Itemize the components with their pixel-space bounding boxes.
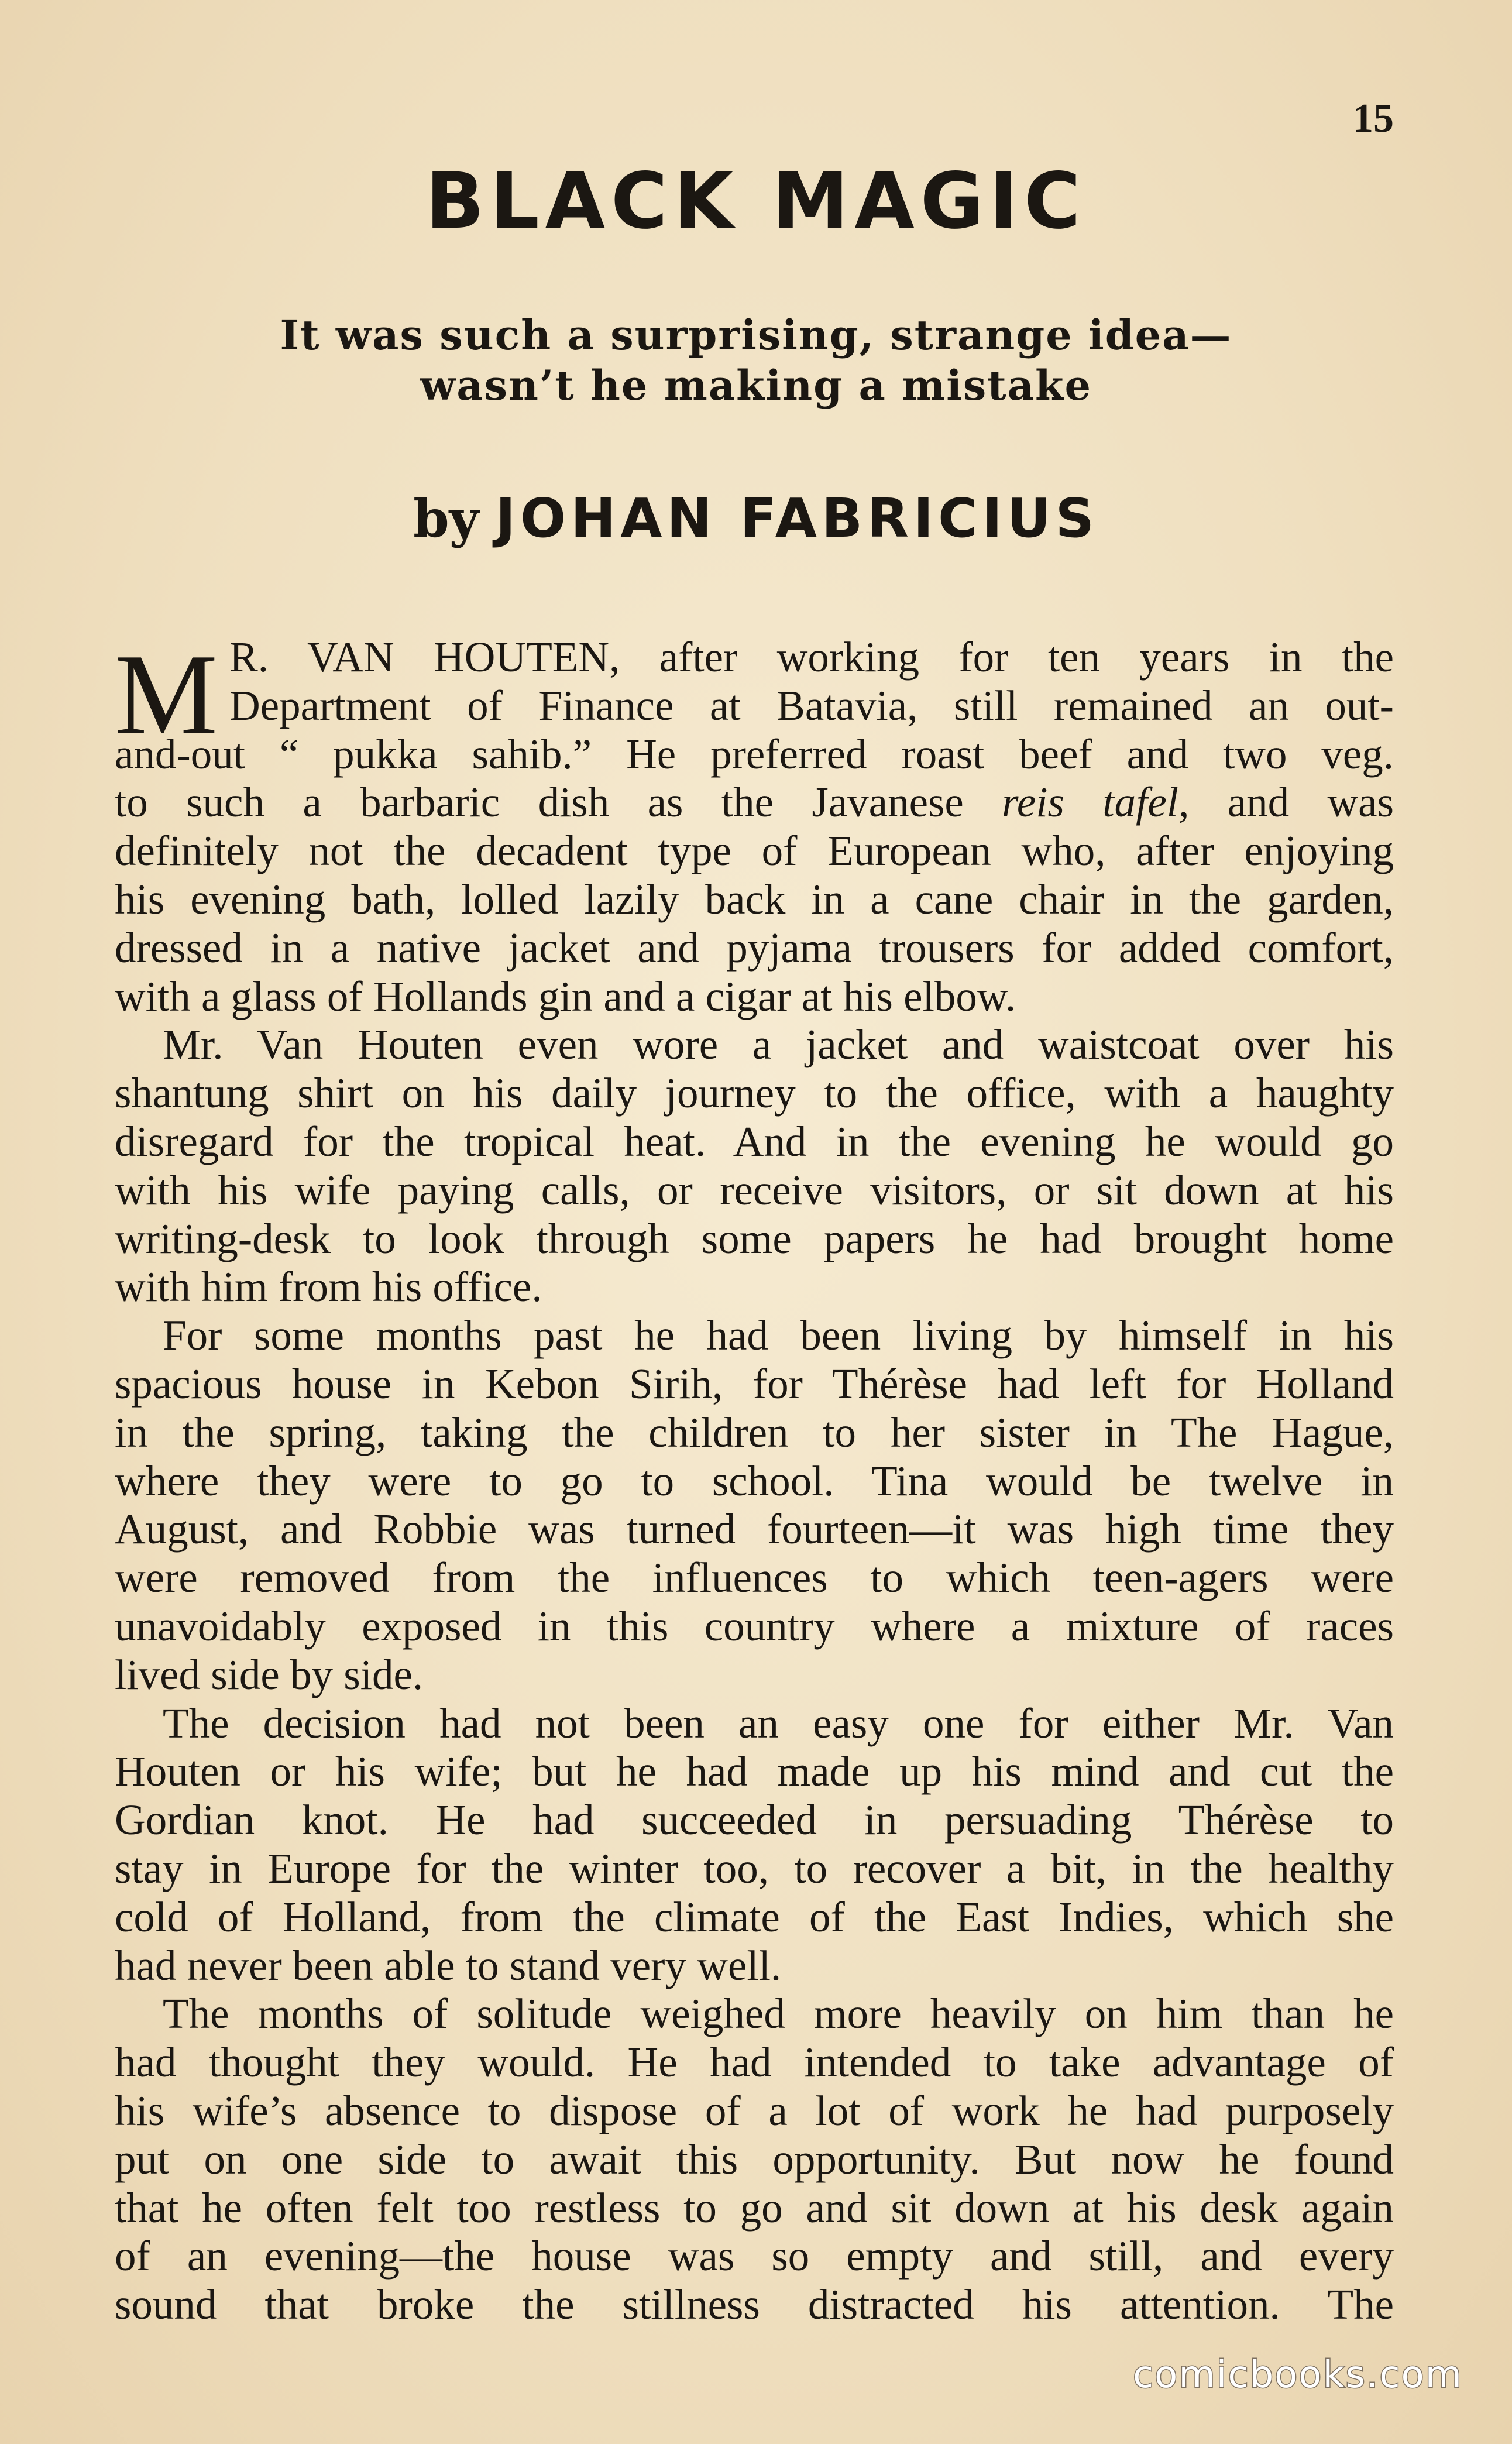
text-line: stay in Europe for the winter too, to recover a bit, in the healthy bbox=[115, 1844, 1394, 1892]
byline bbox=[0, 487, 1512, 550]
story-body bbox=[115, 630, 1394, 2329]
text-line: had thought they would. He had intended to take advantage of bbox=[115, 2038, 1394, 2086]
text-line: For some months past he had been living by himself in his bbox=[163, 1312, 1394, 1360]
byline-by: by bbox=[413, 488, 479, 549]
text-line: put on one side to await this opportunity. But now he found bbox=[115, 2135, 1394, 2183]
text-line: Gordian knot. He had succeeded in persuading Thérèse to bbox=[115, 1796, 1394, 1844]
text-line: with him from his office. bbox=[115, 1263, 542, 1311]
subtitle-line: wasn’t he making a mistake bbox=[420, 361, 1092, 410]
subtitle-line: It was such a surprising, strange idea— bbox=[280, 311, 1232, 359]
text-line: disregard for the tropical heat. And in the evening he would go bbox=[115, 1117, 1394, 1165]
text-line: had never been able to stand very well. bbox=[115, 1941, 782, 1989]
text-line: of an evening—the house was so empty and still, and every bbox=[115, 2232, 1394, 2280]
text-line: his wife’s absence to dispose of a lot of work he had purposely bbox=[115, 2086, 1394, 2134]
drop-cap: M bbox=[115, 630, 218, 758]
text-line: definitely not the decadent type of European who, after enjoying bbox=[115, 827, 1394, 875]
text-line: his evening bath, lolled lazily back in a cane chair in the garden, bbox=[115, 875, 1394, 923]
text-line: with his wife paying calls, or receive visitors, or sit down at his bbox=[115, 1166, 1394, 1214]
text-line: Mr. Van Houten even wore a jacket and waistcoat over his bbox=[163, 1021, 1394, 1069]
text-line: sound that broke the stillness distracted his attention. The bbox=[115, 2281, 1394, 2329]
byline-author: JOHAN FABRICIUS bbox=[495, 487, 1099, 550]
text-line: spacious house in Kebon Sirih, for Thérèse had left for Holland bbox=[115, 1360, 1394, 1408]
text-line: where they were to go to school. Tina would be twelve in bbox=[115, 1457, 1394, 1505]
text-line: unavoidably exposed in this country where a mixture of races bbox=[115, 1602, 1394, 1650]
text-line: Department of Finance at Batavia, still remained an out- bbox=[229, 681, 1394, 729]
text-line: lived side by side. bbox=[115, 1650, 424, 1698]
watermark-logo: comicbooks.com bbox=[1132, 2353, 1463, 2397]
text-line: R. VAN HOUTEN, after working for ten years in the bbox=[229, 633, 1394, 681]
story-subtitle bbox=[0, 310, 1512, 411]
text-line: August, and Robbie was turned fourteen—it was high time they bbox=[115, 1505, 1394, 1553]
text-line: The months of solitude weighed more heavily on him than he bbox=[163, 1990, 1394, 2038]
text-line: in the spring, taking the children to her sister in The Hague, bbox=[115, 1408, 1394, 1456]
text-line: were removed from the influences to which teen-agers were bbox=[115, 1554, 1394, 1602]
text-line: Houten or his wife; but he had made up his mind and cut the bbox=[115, 1748, 1394, 1796]
text-line: writing-desk to look through some papers he had brought home bbox=[115, 1214, 1394, 1262]
text-line: cold of Holland, from the climate of the East Indies, which she bbox=[115, 1893, 1394, 1941]
text-line: and-out “ pukka sahib.” He preferred roast beef and two veg. bbox=[115, 730, 1394, 778]
text-line: that he often felt too restless to go and sit down at his desk again bbox=[115, 2184, 1394, 2232]
italic-phrase: reis tafel bbox=[1002, 778, 1179, 826]
text-line: dressed in a native jacket and pyjama trousers for added comfort, bbox=[115, 924, 1394, 972]
text-line: with a glass of Hollands gin and a cigar at his elbow. bbox=[115, 972, 1016, 1020]
story-title: BLACK MAGIC bbox=[425, 156, 1087, 246]
page-number: 15 bbox=[1353, 96, 1394, 141]
text-line: shantung shirt on his daily journey to the office, with a haughty bbox=[115, 1069, 1394, 1117]
text-line: to such a barbaric dish as the Javanese reis tafel, and was bbox=[115, 778, 1394, 826]
text-line: The decision had not been an easy one for either Mr. Van bbox=[163, 1699, 1394, 1747]
